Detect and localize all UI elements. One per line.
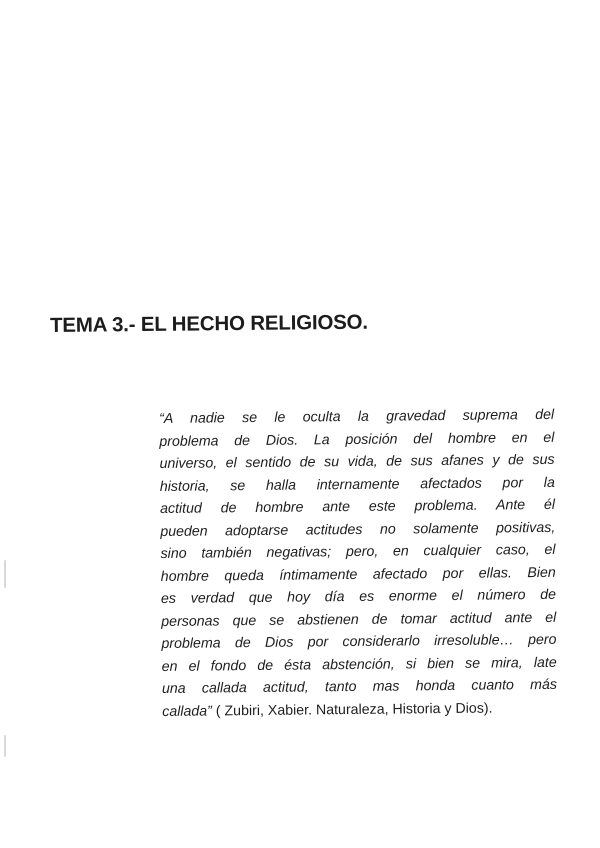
quote-block: [159, 404, 557, 723]
quote-line: es verdad que hoy día es enorme el número de: [160, 586, 557, 607]
quote-line: “A nadie se le oculta la gravedad suprema del: [159, 406, 555, 427]
quote-line: pueden adoptarse actitudes no solamente positivas,: [160, 519, 556, 540]
quote-line: hombre queda íntimamente afectado por ellas. Bien: [160, 564, 556, 585]
quote-line: problema de Dios por considerarlo irresoluble… pero: [161, 631, 557, 652]
quote-closing: callada”: [162, 702, 212, 720]
quote-line: sino también negativas; pero, en cualquier caso, el: [160, 541, 556, 562]
quote-line: en el fondo de ésta abstención, si bien se mira, late: [161, 654, 557, 675]
quote-line: universo, el sentido de su vida, de sus afanes y de sus: [159, 451, 555, 472]
scan-margin-mark: [4, 560, 6, 588]
quote-line: actitud de hombre ante este problema. Ante él: [159, 496, 556, 517]
quote-line: una callada actitud, tanto mas honda cuanto más: [161, 676, 558, 697]
scan-margin-mark: [4, 735, 6, 757]
quote-line: personas que se abstienen de tomar actitud ante el: [161, 609, 557, 630]
quote-line: problema de Dios. La posición del hombre en el: [159, 429, 555, 450]
quote-line: historia, se halla internamente afectados por la: [159, 474, 555, 495]
page-title: TEMA 3.- EL HECHO RELIGIOSO.: [49, 310, 368, 337]
quote-last-line: [162, 696, 557, 723]
citation: ( Zubiri, Xabier. Naturaleza, Historia y Dios).: [211, 700, 493, 719]
